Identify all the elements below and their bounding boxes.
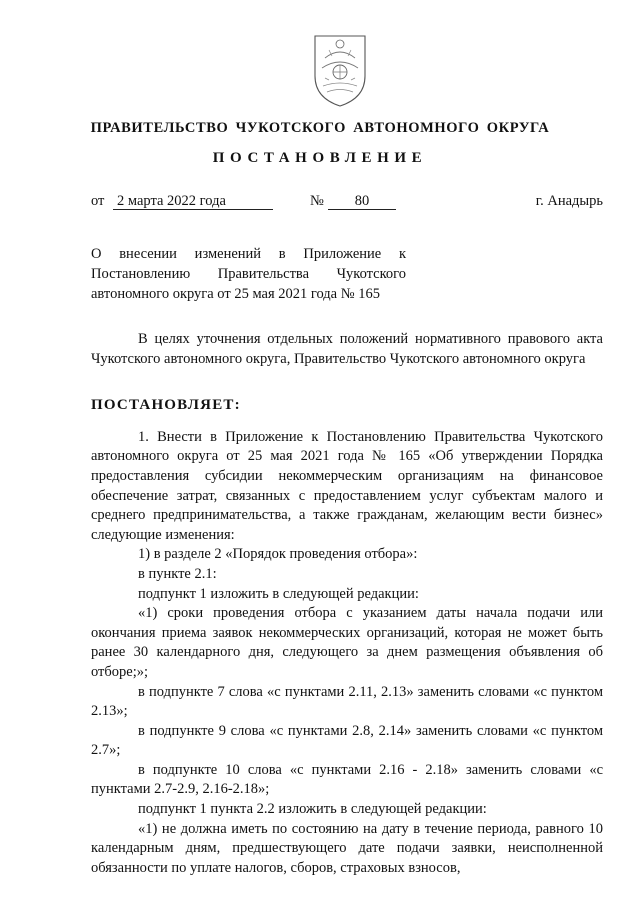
document-body (91, 330, 603, 878)
government-name: ПРАВИТЕЛЬСТВО ЧУКОТСКОГО АВТОНОМНОГО ОКРУГА (90, 120, 550, 136)
document-subject: О внесении изменений в Приложение к Постановлению Правительства Чукотского автономного округа от 25 мая 2021 года № 165 (91, 246, 406, 302)
body-paragraph: 1) в разделе 2 «Порядок проведения отбора»: (138, 546, 418, 563)
document-date-field (113, 193, 273, 210)
body-paragraph: в пункте 2.1: (138, 565, 217, 582)
body-paragraph: подпункт 1 пункта 2.2 изложить в следующей редакции: (138, 801, 487, 818)
body-paragraph: «1) не должна иметь по состоянию на дату в течение периода, равного 10 календарным дням, предшествующего дате подачи заявки, неисполненной обязанности по уплате налогов, сборов, страховых взносов, (91, 820, 603, 876)
document-date: 2 марта 2022 года (117, 193, 226, 209)
body-paragraph: в подпункте 7 слова «с пунктами 2.11, 2.13» заменить словами «с пунктом 2.13»; (91, 683, 603, 720)
resolve-heading: ПОСТАНОВЛЯЕТ: (91, 397, 241, 414)
body-paragraph: 1. Внести в Приложение к Постановлению Правительства Чукотского автономного округа от 25 мая 2021 года № 165 «Об утверждении Порядка предоставления субсидии некоммерческим организациям на финансовое обеспечение затрат, связанных с предоставлением услуг субъектам малого и среднего предпринимательства, а также гражданам, желающим вести бизнес» следующие изменения: (91, 428, 603, 543)
document-type: ПОСТАНОВЛЕНИЕ (212, 150, 428, 166)
body-paragraph: в подпункте 9 слова «с пунктами 2.8, 2.14» заменить словами «с пунктом 2.7»; (91, 722, 603, 759)
document-city: г. Анадырь (535, 193, 603, 209)
coat-of-arms-emblem (305, 28, 375, 108)
document-meta (91, 193, 603, 213)
body-paragraph: «1) сроки проведения отбора с указанием даты начала подачи или окончания приема заявок некоммерческих организаций, которая не может быть ранее 30 календарного дня, следующего за днем размещения объявления об отборе;»; (91, 605, 603, 680)
date-prefix: от (91, 193, 105, 209)
body-paragraph: подпункт 1 изложить в следующей редакции: (138, 585, 419, 602)
document-number: 80 (328, 193, 396, 210)
preamble: В целях уточнения отдельных положений нормативного правового акта Чукотского автономного округа, Правительство Чукотского автономного округа (91, 331, 603, 367)
body-paragraph: в подпункте 10 слова «с пунктами 2.16 - 2.18» заменить словами «с пунктами 2.7-2.9, 2.16-2.18»; (91, 761, 603, 798)
number-sign: № (310, 193, 324, 209)
